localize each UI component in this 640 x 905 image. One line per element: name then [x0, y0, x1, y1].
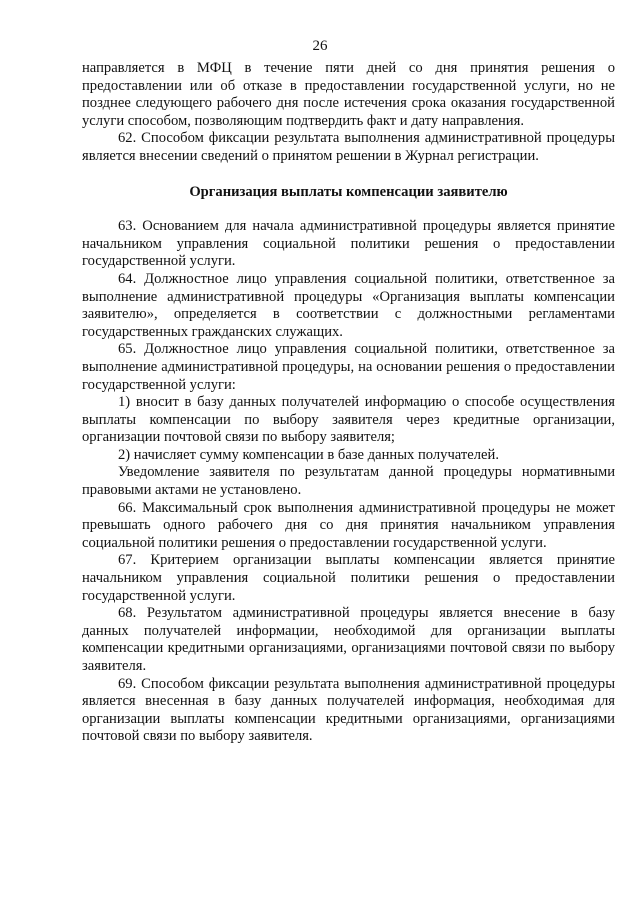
paragraph-68: 68. Результатом административной процедуры является внесение в базу данных получателей информации, необходимой для организации выплаты компенсации кредитными организациями, организациями почтовой связи по выбору заявителя. — [82, 605, 615, 674]
document-body — [82, 60, 615, 746]
paragraph-66: 66. Максимальный срок выполнения административной процедуры не может превышать одного рабочего дня со дня принятия начальником управления социальной политики решения о предоставлении государственной услуги. — [82, 499, 615, 551]
paragraph-65-item-2: 2) начисляет сумму компенсации в базе данных получателей. — [118, 446, 499, 463]
paragraph-65-item-1: 1) вносит в базу данных получателей информацию о способе осуществления выплаты компенсации по выбору заявителя через кредитные организации, организации почтовой связи по выбору заявителя; — [82, 394, 615, 446]
paragraph-notification: Уведомление заявителя по результатам данной процедуры нормативными правовыми актами не установлено. — [82, 464, 615, 499]
paragraph-69: 69. Способом фиксации результата выполнения административной процедуры является внесенная в базу данных получателей информация, необходимая для организации выплаты компенсации кредитными организациями, организациями почтовой связи по выбору заявителя. — [82, 675, 615, 745]
section-heading: Организация выплаты компенсации заявителю — [189, 183, 508, 200]
page-number: 26 — [312, 38, 328, 54]
paragraph-63: 63. Основанием для начала административной процедуры является принятие начальником управления социальной политики решения о предоставлении государственной услуги. — [82, 218, 615, 270]
paragraph-64: 64. Должностное лицо управления социальной политики, ответственное за выполнение административной процедуры «Организация выплаты компенсации заявителю», определяется в соответствии с должностными регламентами государственных гражданских служащих. — [82, 270, 615, 340]
paragraph-62: 62. Способом фиксации результата выполнения административной процедуры является внесении сведений о принятом решении в Журнал регистрации. — [82, 130, 615, 164]
paragraph-continuation: направляется в МФЦ в течение пяти дней со дня принятия решения о предоставлении или об отказе в предоставлении государственной услуги, но не позднее следующего рабочего дня после истечения срока оказания государственной услуги способом, позволяющим подтвердить факт и дату направления. — [82, 60, 615, 129]
paragraph-65: 65. Должностное лицо управления социальной политики, ответственное за выполнение административной процедуры, на основании решения о предоставлении государственной услуги: — [82, 341, 615, 393]
paragraph-67: 67. Критерием организации выплаты компенсации является принятие начальником управления социальной политики решения о предоставлении государственной услуги. — [82, 552, 615, 604]
